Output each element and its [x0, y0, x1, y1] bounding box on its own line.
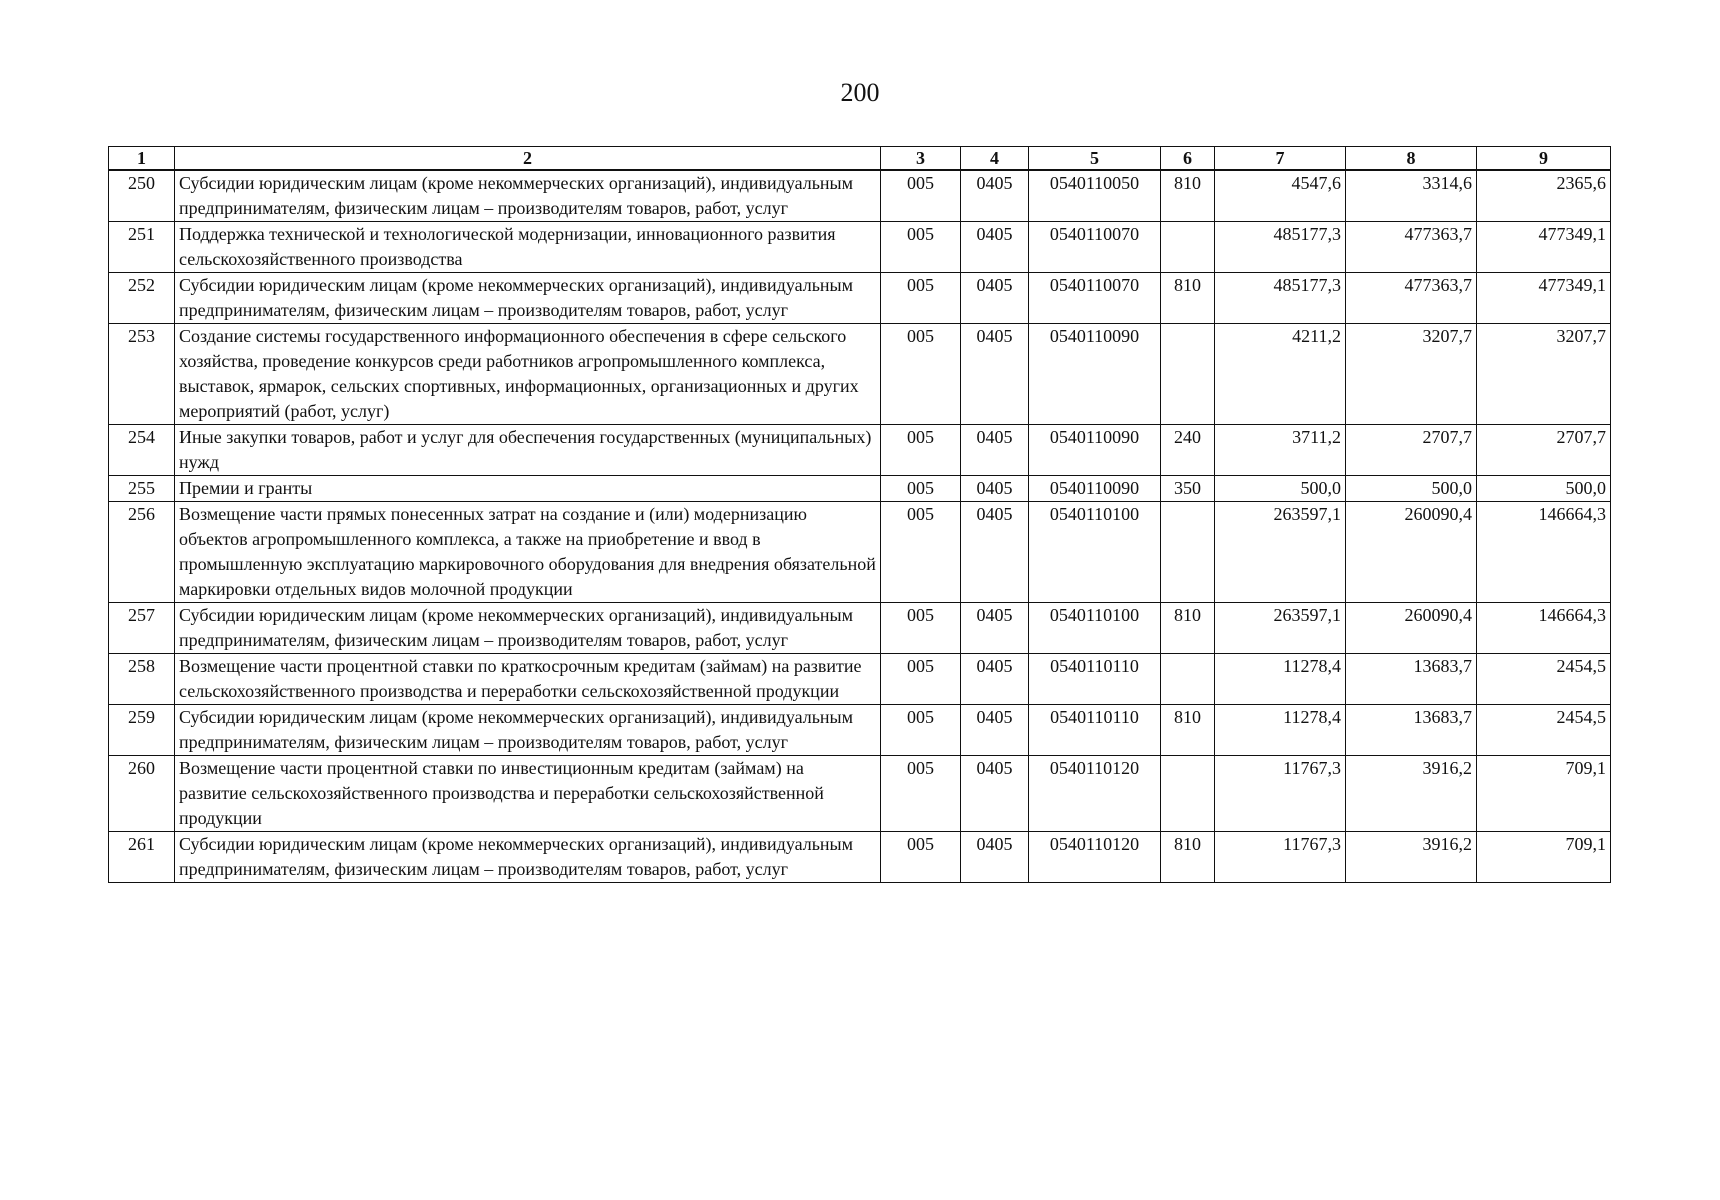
col-8-amount-cell: 13683,7: [1346, 654, 1477, 705]
col-3-cell: 005: [881, 502, 961, 603]
col-3-cell: 005: [881, 170, 961, 222]
table-body: [109, 170, 1611, 883]
col-5-cell: 0540110090: [1029, 425, 1161, 476]
col-4-cell: 0405: [961, 705, 1029, 756]
col-8-amount-cell: 3207,7: [1346, 324, 1477, 425]
row-number-cell: 261: [109, 832, 175, 883]
description-cell: Субсидии юридическим лицам (кроме некоммерческих организаций), индивидуальным предпринимателям, физическим лицам – производителям товаров, работ, услуг: [175, 832, 881, 883]
col-5-cell: 0540110100: [1029, 502, 1161, 603]
row-number-cell: 257: [109, 603, 175, 654]
row-number-cell: 255: [109, 476, 175, 502]
col-8-amount-cell: 477363,7: [1346, 273, 1477, 324]
header-col-5: 5: [1029, 147, 1161, 171]
col-9-amount-cell: 477349,1: [1477, 273, 1611, 324]
description-cell: Субсидии юридическим лицам (кроме некоммерческих организаций), индивидуальным предпринимателям, физическим лицам – производителям товаров, работ, услуг: [175, 170, 881, 222]
col-5-cell: 0540110120: [1029, 832, 1161, 883]
col-5-cell: 0540110110: [1029, 654, 1161, 705]
col-3-cell: 005: [881, 705, 961, 756]
col-4-cell: 0405: [961, 273, 1029, 324]
col-7-amount-cell: 4211,2: [1215, 324, 1346, 425]
col-4-cell: 0405: [961, 502, 1029, 603]
col-6-cell: 350: [1161, 476, 1215, 502]
description-cell: Субсидии юридическим лицам (кроме некоммерческих организаций), индивидуальным предпринимателям, физическим лицам – производителям товаров, работ, услуг: [175, 603, 881, 654]
col-3-cell: 005: [881, 425, 961, 476]
description-cell: Возмещение части процентной ставки по инвестиционным кредитам (займам) на развитие сельскохозяйственного производства и переработки сельскохозяйственной продукции: [175, 756, 881, 832]
col-8-amount-cell: 3314,6: [1346, 170, 1477, 222]
col-3-cell: 005: [881, 476, 961, 502]
col-8-amount-cell: 260090,4: [1346, 603, 1477, 654]
col-6-cell: [1161, 324, 1215, 425]
col-8-amount-cell: 2707,7: [1346, 425, 1477, 476]
col-7-amount-cell: 4547,6: [1215, 170, 1346, 222]
col-4-cell: 0405: [961, 425, 1029, 476]
row-number-cell: 251: [109, 222, 175, 273]
col-7-amount-cell: 263597,1: [1215, 603, 1346, 654]
col-6-cell: 810: [1161, 273, 1215, 324]
col-9-amount-cell: 477349,1: [1477, 222, 1611, 273]
row-number-cell: 259: [109, 705, 175, 756]
header-col-9: 9: [1477, 147, 1611, 171]
page-number: 200: [840, 78, 880, 107]
description-cell: Возмещение части процентной ставки по краткосрочным кредитам (займам) на развитие сельскохозяйственного производства и переработки сельскохозяйственной продукции: [175, 654, 881, 705]
col-3-cell: 005: [881, 222, 961, 273]
col-7-amount-cell: 485177,3: [1215, 273, 1346, 324]
header-row: [109, 147, 1611, 171]
table-row: [109, 705, 1611, 756]
table-row: [109, 273, 1611, 324]
col-9-amount-cell: 2454,5: [1477, 654, 1611, 705]
table-row: [109, 832, 1611, 883]
col-8-amount-cell: 3916,2: [1346, 832, 1477, 883]
col-5-cell: 0540110090: [1029, 324, 1161, 425]
row-number-cell: 258: [109, 654, 175, 705]
col-5-cell: 0540110100: [1029, 603, 1161, 654]
col-5-cell: 0540110070: [1029, 273, 1161, 324]
col-8-amount-cell: 3916,2: [1346, 756, 1477, 832]
col-9-amount-cell: 2454,5: [1477, 705, 1611, 756]
description-cell: Премии и гранты: [175, 476, 881, 502]
col-6-cell: [1161, 222, 1215, 273]
col-3-cell: 005: [881, 603, 961, 654]
col-3-cell: 005: [881, 273, 961, 324]
table-row: [109, 222, 1611, 273]
description-cell: Поддержка технической и технологической модернизации, инновационного развития сельскохозяйственного производства: [175, 222, 881, 273]
col-6-cell: [1161, 502, 1215, 603]
col-4-cell: 0405: [961, 170, 1029, 222]
header-col-6: 6: [1161, 147, 1215, 171]
table-row: [109, 425, 1611, 476]
header-col-8: 8: [1346, 147, 1477, 171]
col-9-amount-cell: 3207,7: [1477, 324, 1611, 425]
table-row: [109, 502, 1611, 603]
col-6-cell: 810: [1161, 832, 1215, 883]
table-row: [109, 603, 1611, 654]
row-number-cell: 260: [109, 756, 175, 832]
header-col-1: 1: [109, 147, 175, 171]
col-5-cell: 0540110090: [1029, 476, 1161, 502]
col-7-amount-cell: 263597,1: [1215, 502, 1346, 603]
description-cell: Иные закупки товаров, работ и услуг для обеспечения государственных (муниципальных) нужд: [175, 425, 881, 476]
table-row: [109, 170, 1611, 222]
col-5-cell: 0540110110: [1029, 705, 1161, 756]
col-9-amount-cell: 709,1: [1477, 832, 1611, 883]
description-cell: Создание системы государственного информационного обеспечения в сфере сельского хозяйства, проведение конкурсов среди работников агропромышленного комплекса, выставок, ярмарок, сельских спортивных, информационных, организационных и других мероприятий (работ, услуг): [175, 324, 881, 425]
col-4-cell: 0405: [961, 654, 1029, 705]
table-row: [109, 756, 1611, 832]
col-6-cell: 810: [1161, 705, 1215, 756]
table-row: [109, 324, 1611, 425]
col-6-cell: 810: [1161, 170, 1215, 222]
description-cell: Возмещение части прямых понесенных затрат на создание и (или) модернизацию объектов агропромышленного комплекса, а также на приобретение и ввод в промышленную эксплуатацию маркировочного оборудования для внедрения обязательной маркировки отдельных видов молочной продукции: [175, 502, 881, 603]
col-6-cell: [1161, 654, 1215, 705]
col-3-cell: 005: [881, 324, 961, 425]
col-3-cell: 005: [881, 756, 961, 832]
col-7-amount-cell: 3711,2: [1215, 425, 1346, 476]
col-4-cell: 0405: [961, 222, 1029, 273]
col-7-amount-cell: 500,0: [1215, 476, 1346, 502]
header-col-7: 7: [1215, 147, 1346, 171]
col-5-cell: 0540110120: [1029, 756, 1161, 832]
col-6-cell: 240: [1161, 425, 1215, 476]
budget-table: [108, 146, 1611, 883]
col-9-amount-cell: 709,1: [1477, 756, 1611, 832]
header-col-4: 4: [961, 147, 1029, 171]
row-number-cell: 256: [109, 502, 175, 603]
header-col-3: 3: [881, 147, 961, 171]
col-5-cell: 0540110070: [1029, 222, 1161, 273]
description-cell: Субсидии юридическим лицам (кроме некоммерческих организаций), индивидуальным предпринимателям, физическим лицам – производителям товаров, работ, услуг: [175, 705, 881, 756]
col-9-amount-cell: 2707,7: [1477, 425, 1611, 476]
col-3-cell: 005: [881, 832, 961, 883]
col-7-amount-cell: 11278,4: [1215, 654, 1346, 705]
row-number-cell: 253: [109, 324, 175, 425]
col-7-amount-cell: 485177,3: [1215, 222, 1346, 273]
col-7-amount-cell: 11767,3: [1215, 756, 1346, 832]
col-8-amount-cell: 477363,7: [1346, 222, 1477, 273]
col-7-amount-cell: 11278,4: [1215, 705, 1346, 756]
table-row: [109, 654, 1611, 705]
description-cell: Субсидии юридическим лицам (кроме некоммерческих организаций), индивидуальным предпринимателям, физическим лицам – производителям товаров, работ, услуг: [175, 273, 881, 324]
col-6-cell: [1161, 756, 1215, 832]
col-4-cell: 0405: [961, 603, 1029, 654]
col-8-amount-cell: 260090,4: [1346, 502, 1477, 603]
row-number-cell: 254: [109, 425, 175, 476]
col-8-amount-cell: 13683,7: [1346, 705, 1477, 756]
table-row: [109, 476, 1611, 502]
col-4-cell: 0405: [961, 756, 1029, 832]
col-5-cell: 0540110050: [1029, 170, 1161, 222]
col-4-cell: 0405: [961, 324, 1029, 425]
header-col-2: 2: [175, 147, 881, 171]
col-8-amount-cell: 500,0: [1346, 476, 1477, 502]
col-4-cell: 0405: [961, 476, 1029, 502]
col-7-amount-cell: 11767,3: [1215, 832, 1346, 883]
col-4-cell: 0405: [961, 832, 1029, 883]
col-9-amount-cell: 2365,6: [1477, 170, 1611, 222]
table-header: [109, 147, 1611, 171]
row-number-cell: 250: [109, 170, 175, 222]
col-3-cell: 005: [881, 654, 961, 705]
col-9-amount-cell: 146664,3: [1477, 502, 1611, 603]
col-9-amount-cell: 500,0: [1477, 476, 1611, 502]
col-9-amount-cell: 146664,3: [1477, 603, 1611, 654]
row-number-cell: 252: [109, 273, 175, 324]
col-6-cell: 810: [1161, 603, 1215, 654]
